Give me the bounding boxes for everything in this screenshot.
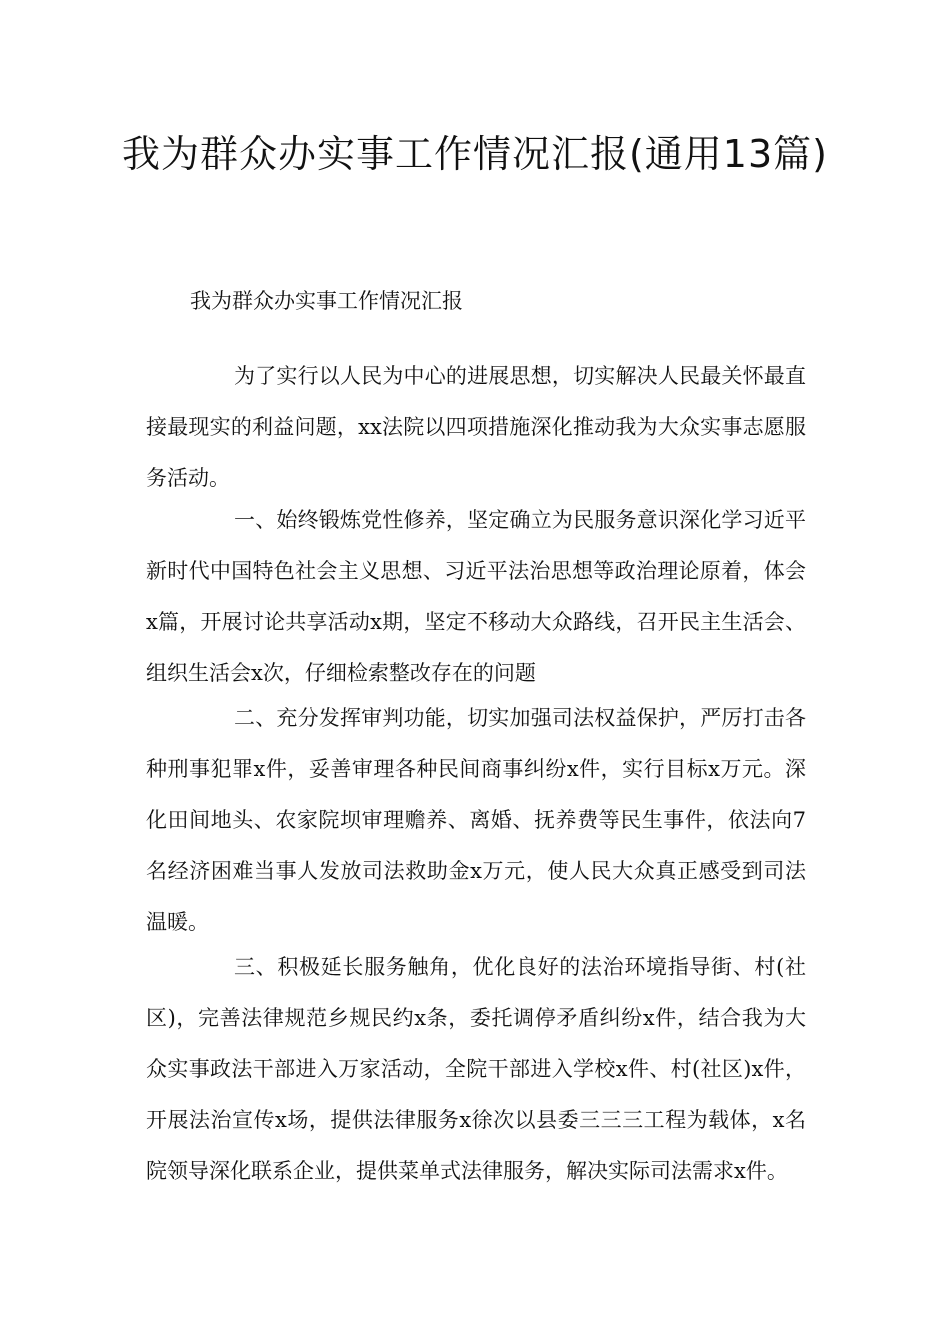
paragraph-intro: 为了实行以人民为中心的进展思想，切实解决人民最关怀最直接最现实的利益问题，xx法院以四项措施深化推动我为大众实事志愿服务活动。 xyxy=(146,364,806,490)
paragraph-section-3: 三、积极延长服务触角，优化良好的法治环境指导街、村(社区)，完善法律规范乡规民约x条，委托调停矛盾纠纷x件，结合我为大众实事政法干部进入万家活动，全院干部进入学校x件、村(社区)x件，开展法治宣传x场，提供法律服务x徐次以县委三三三工程为载体，x名院领导深化联系企业，提供菜单式法律服务，解决实际司法需求x件。 xyxy=(146,955,806,1183)
document-subtitle: 我为群众办实事工作情况汇报 xyxy=(190,289,463,313)
paragraph-section-1: 一、始终锻炼党性修养，坚定确立为民服务意识深化学习近平新时代中国特色社会主义思想、习近平法治思想等政治理论原着，体会x篇，开展讨论共享活动x期，坚定不移动大众路线，召开民主生活会、组织生活会x次，仔细检索整改存在的问题 xyxy=(146,508,806,685)
paragraph-section-2: 二、充分发挥审判功能，切实加强司法权益保护，严厉打击各种刑事犯罪x件，妥善审理各种民间商事纠纷x件，实行目标x万元。深化田间地头、农家院坝审理赡养、离婚、抚养费等民生事件，依法向7名经济困难当事人发放司法救助金x万元，使人民大众真正感受到司法温暖。 xyxy=(146,706,806,934)
document-title: 我为群众办实事工作情况汇报(通用13篇) xyxy=(121,132,828,176)
